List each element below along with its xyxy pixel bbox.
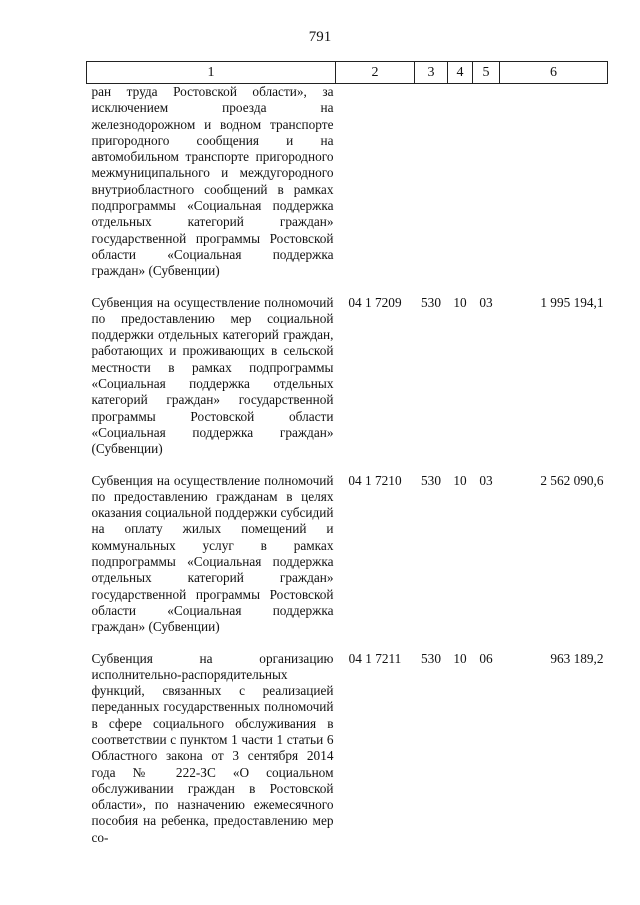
header-row — [87, 62, 608, 84]
table-row — [87, 84, 608, 295]
row-amount: 963 189,2 — [550, 650, 604, 666]
row-section — [448, 84, 473, 295]
header-col-5: 5 — [473, 62, 500, 84]
header-col-4: 4 — [448, 62, 473, 84]
row-subsection: 03 — [479, 472, 493, 488]
row-section: 10 — [453, 472, 467, 488]
row-description: ран труда Ростовской области», за исключением проезда на железнодорожном и водном транспорте пригородного сообщения и на автомобильном транспорте пригородного межмуниципального и междугородного внутриобластного сообщений в рамках подпрограммы «Социальная поддержка отдельных категорий граждан» государственной программы Ростовской области «Социальная поддержка граждан» (Субвенции) — [91, 84, 334, 279]
row-section: 10 — [453, 650, 467, 666]
header-col-3: 3 — [415, 62, 448, 84]
row-amount: 1 995 194,1 — [540, 294, 604, 310]
table-row — [87, 651, 608, 847]
row-expense-type: 530 — [421, 472, 441, 488]
row-subsection — [473, 84, 500, 295]
row-subsection: 03 — [479, 294, 493, 310]
table-row — [87, 295, 608, 473]
table-header — [87, 62, 608, 84]
row-expense-type: 530 — [421, 294, 441, 310]
row-section: 10 — [453, 294, 467, 310]
row-description: Субвенция на осуществление полномочий по предоставлению мер социальной поддержки отдельных категорий граждан, работающих и проживающих в сельской местности в рамках подпрограммы «Социальная поддержка отдельных категорий граждан» государственной программы Ростовской области «Социальная поддержка граждан» (Субвенции) — [91, 294, 334, 457]
row-description: Субвенция на осуществление полномочий по предоставлению гражданам в целях оказания социальной поддержки субсидий на оплату жилых помещений и коммунальных услуг в рамках подпрограммы «Социальная поддержка отдельных категорий граждан» государственной программы Ростовской области «Социальная поддержка граждан» (Субвенции) — [91, 472, 334, 635]
row-expense-type: 530 — [421, 650, 441, 666]
row-target-code: 04 1 7211 — [348, 650, 402, 666]
page-number: 791 — [308, 29, 332, 45]
header-col-6: 6 — [500, 62, 608, 84]
row-description: Субвенция на организацию исполнительно-распорядительных функций, связанных с реализацией переданных государственных полномочий в сфере социального обслуживания в соответствии с пунктом 1 части 1 статьи 6 Областного закона от 3 сентября 2014 года № 222-ЗС «О социальном обслуживании граждан в Ростовской области», по назначению ежемесячного пособия на ребенка, предоставлению мер со- — [91, 650, 334, 845]
header-col-2: 2 — [336, 62, 415, 84]
row-expense-type — [415, 84, 448, 295]
row-target-code: 04 1 7210 — [348, 472, 402, 488]
row-subsection: 06 — [479, 650, 493, 666]
table-body — [87, 84, 608, 847]
row-target-code: 04 1 7209 — [348, 294, 402, 310]
row-amount — [500, 84, 608, 295]
row-amount: 2 562 090,6 — [540, 472, 604, 488]
row-target-code — [336, 84, 415, 295]
table-row — [87, 473, 608, 651]
header-col-1: 1 — [87, 62, 336, 84]
budget-table — [86, 61, 608, 846]
